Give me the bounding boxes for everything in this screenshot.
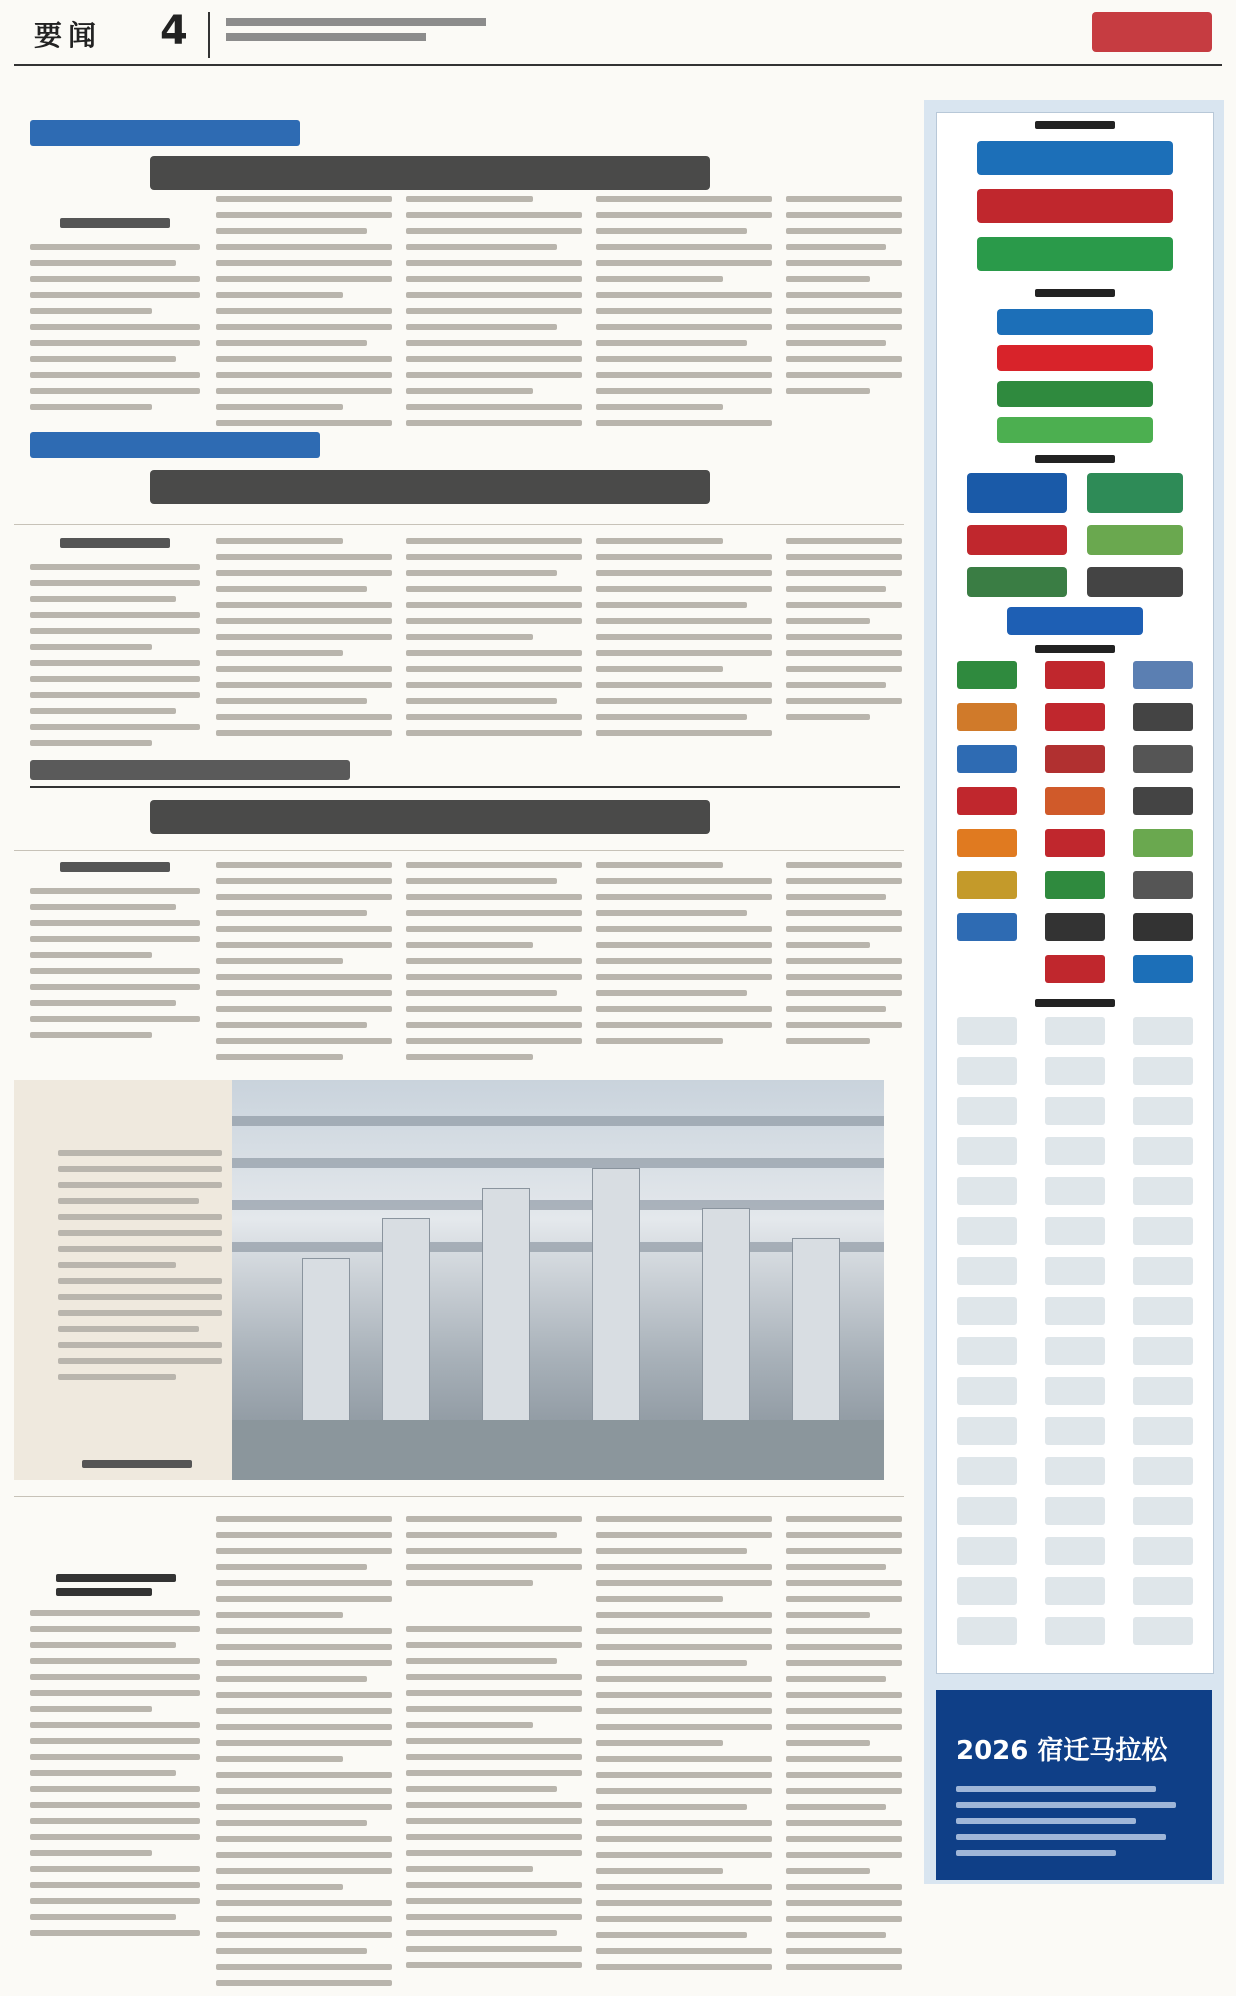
article-column	[30, 1610, 200, 1946]
sponsor-logo	[977, 189, 1173, 223]
article-column	[406, 1516, 582, 1978]
marathon-title: 2026 宿迁马拉松	[956, 1736, 1168, 1766]
article-column	[216, 196, 392, 436]
sponsor-logo	[1087, 473, 1183, 513]
article-headline	[150, 470, 710, 512]
article-column	[406, 862, 582, 1070]
rule	[14, 1496, 904, 1497]
sponsor-logo	[967, 525, 1067, 555]
article-column	[786, 538, 902, 730]
article-headline	[150, 156, 710, 198]
marathon-sub	[956, 1818, 1136, 1824]
marathon-banner	[936, 1690, 1212, 1880]
header-rule	[14, 64, 1222, 66]
photo-caption-box	[14, 1080, 232, 1480]
sponsor-logo	[1007, 607, 1143, 635]
article-column	[216, 1516, 392, 1996]
marathon-sub	[956, 1850, 1116, 1856]
photo-caption	[58, 1150, 222, 1390]
article-column	[786, 862, 902, 1054]
sponsor-logo	[997, 309, 1153, 335]
sponsor-list	[936, 112, 1214, 1674]
meta-line	[226, 33, 426, 41]
series-banner	[30, 760, 350, 780]
rule	[14, 524, 904, 525]
sponsor-logo	[997, 381, 1153, 407]
marathon-sub	[956, 1802, 1176, 1808]
article-column	[596, 196, 772, 436]
series-underline	[30, 786, 900, 788]
series-banner	[30, 432, 320, 458]
byline	[60, 538, 170, 548]
series-banner	[30, 120, 300, 146]
marathon-sub	[956, 1834, 1166, 1840]
section-title: 要闻	[34, 19, 103, 52]
article-headline	[56, 1574, 176, 1596]
article-column	[406, 196, 582, 436]
article-column	[216, 538, 392, 746]
byline	[60, 862, 170, 872]
sponsor-logo	[1087, 525, 1183, 555]
meta-line	[226, 18, 486, 26]
article-column	[216, 862, 392, 1070]
byline	[60, 218, 170, 228]
sponsor-logo	[1087, 567, 1183, 597]
marathon-sub	[956, 1786, 1156, 1792]
newspaper-masthead	[1092, 12, 1212, 56]
sponsor-logo	[997, 345, 1153, 371]
masthead-logo	[1092, 12, 1212, 52]
rule	[14, 850, 904, 851]
article-column	[596, 538, 772, 746]
article-column	[786, 196, 902, 404]
article-column	[596, 1516, 772, 1980]
sponsor-logo	[977, 237, 1173, 271]
article-column	[30, 244, 200, 420]
sponsor-logo	[997, 417, 1153, 443]
article-column	[596, 862, 772, 1054]
header-meta	[226, 14, 526, 52]
article-column	[786, 1516, 902, 1980]
page-number: 4	[160, 8, 188, 54]
sponsor-logo	[967, 473, 1067, 513]
photo-credit	[82, 1460, 192, 1468]
article-column	[406, 538, 582, 746]
header-divider	[208, 12, 210, 58]
sponsor-logo	[967, 567, 1067, 597]
factory-photo	[232, 1080, 884, 1480]
article-column	[30, 888, 200, 1048]
sponsor-logo	[977, 141, 1173, 175]
article-headline	[150, 800, 710, 842]
article-column	[30, 564, 200, 756]
page-header	[0, 0, 1236, 70]
